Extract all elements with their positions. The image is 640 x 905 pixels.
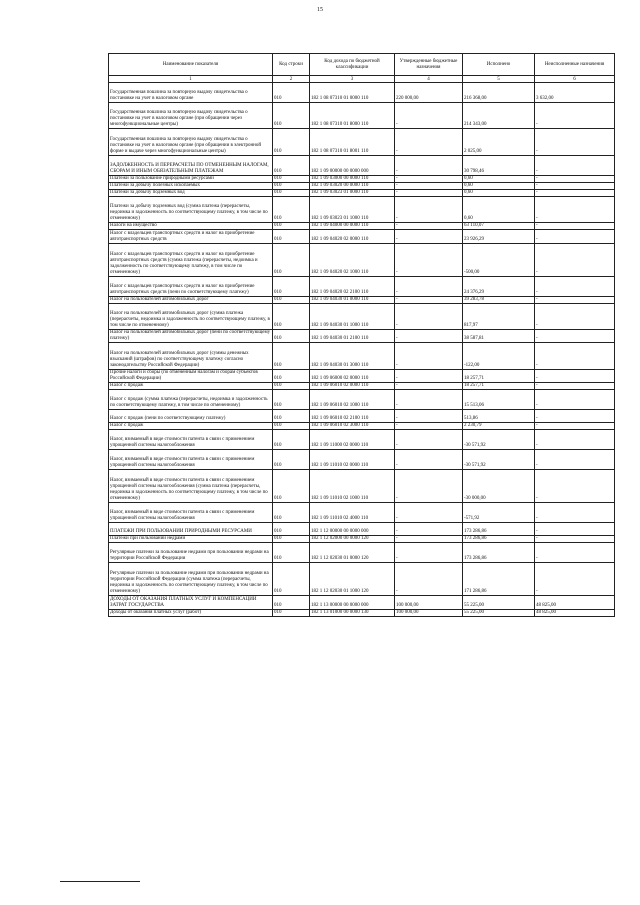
table-row (109, 276, 615, 296)
row-name: Платежи за добычу подземных вод (сумма платежа (перерасчеты, недоимка и задолженность по соответствующему платежу, в том числе по отмененному) (109, 196, 273, 223)
row-unexecuted: - (535, 430, 615, 450)
row-revenue-code: 182 1 09 03023 01 0000 110 (310, 189, 395, 196)
row-approved: - (395, 175, 463, 182)
row-revenue-code: 182 1 09 04030 01 0000 110 (310, 296, 395, 303)
column-number-row (109, 76, 615, 83)
row-executed: 0,60 (463, 175, 535, 182)
row-approved: - (395, 430, 463, 450)
row-line-code: 010 (273, 155, 310, 175)
row-line-code: 010 (273, 383, 310, 390)
row-unexecuted: - (535, 450, 615, 470)
row-unexecuted: - (535, 390, 615, 410)
row-approved: - (395, 296, 463, 303)
row-revenue-code: 182 1 09 04020 02 1000 110 (310, 243, 395, 276)
row-name: Регулярные платежи за пользование недрами при пользовании недрами на территории Российской Федерации (109, 543, 273, 563)
row-unexecuted: - (535, 276, 615, 296)
row-approved: - (395, 189, 463, 196)
row-executed: 513,86 (463, 410, 535, 423)
table-row (109, 563, 615, 596)
row-name: Налог, взимаемый в виде стоимости патента в связи с применением упрощенной системы налогообложения (109, 450, 273, 470)
header-row (109, 54, 615, 76)
row-executed: 30 798,46 (463, 155, 535, 175)
row-name: Налог на пользователей автомобильных дорог (сумма платежа (перерасчеты, недоимка и задолженность по соответствующему платежу, в том числе по отмененному) (109, 303, 273, 330)
row-revenue-code: 182 1 12 02030 01 1000 120 (310, 563, 395, 596)
table-row (109, 189, 615, 196)
row-unexecuted: - (535, 230, 615, 243)
row-unexecuted: - (535, 243, 615, 276)
row-executed: 817,97 (463, 303, 535, 330)
row-name: ПЛАТЕЖИ ПРИ ПОЛЬЗОВАНИИ ПРИРОДНЫМИ РЕСУРСАМИ (109, 523, 273, 536)
table-row (109, 470, 615, 503)
table-row (109, 296, 615, 303)
row-approved: - (395, 155, 463, 175)
table-row (109, 410, 615, 423)
table-row (109, 155, 615, 175)
row-name: Налог с продаж (сумма платежа (перерасчеты, недоимка и задолженность по соответствующему платежу, в том числе по отмененному) (109, 390, 273, 410)
row-executed: -30 571,92 (463, 430, 535, 450)
row-unexecuted: - (535, 303, 615, 330)
row-line-code: 010 (273, 243, 310, 276)
row-line-code: 010 (273, 390, 310, 410)
row-line-code: 010 (273, 102, 310, 129)
row-line-code: 010 (273, 129, 310, 156)
row-executed: 173 286,86 (463, 523, 535, 536)
row-name: Платежи при пользовании недрами (109, 536, 273, 543)
row-approved: - (395, 330, 463, 343)
row-line-code: 010 (273, 343, 310, 370)
row-executed: -500,00 (463, 243, 535, 276)
row-unexecuted: - (535, 543, 615, 563)
row-unexecuted: - (535, 503, 615, 523)
row-approved: - (395, 523, 463, 536)
row-approved: - (395, 343, 463, 370)
row-unexecuted: 48 825,00 (535, 609, 615, 616)
column-number: 6 (535, 76, 615, 83)
table-row (109, 330, 615, 343)
row-executed: -122,00 (463, 343, 535, 370)
table-row (109, 83, 615, 103)
row-line-code: 010 (273, 470, 310, 503)
table-row (109, 223, 615, 230)
row-line-code: 010 (273, 536, 310, 543)
row-approved: - (395, 182, 463, 189)
row-name: Государственная пошлина за повторную выдачу свидетельства о постановке на учет в налоговом органе (при обращении в электронной форме и выдаче через многофункциональные центры) (109, 129, 273, 156)
row-unexecuted: - (535, 383, 615, 390)
row-name: Налог на пользователей автомобильных дорог (пени по соответствующему платежу) (109, 330, 273, 343)
row-unexecuted: - (535, 223, 615, 230)
row-approved: 100 000,00 (395, 609, 463, 616)
row-unexecuted: - (535, 343, 615, 370)
row-unexecuted: - (535, 536, 615, 543)
row-line-code: 010 (273, 410, 310, 423)
row-name: Доходы от оказания платных услуг (работ) (109, 609, 273, 616)
row-executed: 55 225,00 (463, 596, 535, 609)
row-unexecuted: - (535, 296, 615, 303)
row-revenue-code: 182 1 09 03023 01 1000 110 (310, 196, 395, 223)
table-row (109, 175, 615, 182)
row-revenue-code: 182 1 08 07310 01 8000 110 (310, 102, 395, 129)
row-name: ЗАДОЛЖЕННОСТЬ И ПЕРЕРАСЧЕТЫ ПО ОТМЕНЕННЫМ НАЛОГАМ, СБОРАМ И ИНЫМ ОБЯЗАТЕЛЬНЫМ ПЛАТЕЖАМ (109, 155, 273, 175)
row-name: Налог с владельцев транспортных средств и налог на приобретение автотранспортных средств (пени по соответствующему платежу) (109, 276, 273, 296)
row-revenue-code: 182 1 09 04030 01 3000 110 (310, 343, 395, 370)
row-name: Регулярные платежи за пользование недрами при пользовании недрами на территории Российской Федерации (сумма платежа (перерасчеты, недоимка и задолженность по соответствующему платежу, в том числе по отмененному) (109, 563, 273, 596)
row-line-code: 010 (273, 83, 310, 103)
header-indicator: Наименование показателя (109, 54, 273, 76)
row-revenue-code: 182 1 09 04000 00 0000 110 (310, 223, 395, 230)
row-line-code: 010 (273, 189, 310, 196)
row-approved: - (395, 196, 463, 223)
row-approved: - (395, 470, 463, 503)
row-executed: 2 025,00 (463, 129, 535, 156)
row-unexecuted: 48 825,00 (535, 596, 615, 609)
row-line-code: 010 (273, 523, 310, 536)
footnote-divider (60, 881, 140, 882)
header-line-code: Код строки (273, 54, 310, 76)
row-approved: - (395, 230, 463, 243)
row-line-code: 010 (273, 503, 310, 523)
row-name: Налог, взимаемый в виде стоимости патента в связи с применением упрощенной системы налогообложения (109, 503, 273, 523)
row-line-code: 010 (273, 330, 310, 343)
row-revenue-code: 182 1 09 06010 02 1000 110 (310, 390, 395, 410)
row-approved: - (395, 223, 463, 230)
table-row (109, 423, 615, 430)
row-revenue-code: 182 1 12 00000 00 0000 000 (310, 523, 395, 536)
revenue-table (108, 53, 615, 617)
row-executed: 63 110,07 (463, 223, 535, 230)
row-name: Платежи за добычу полезных ископаемых (109, 182, 273, 189)
row-name: Налог с продаж (109, 423, 273, 430)
row-name: Государственная пошлина за повторную выдачу свидетельства о постановке на учет в налоговом органе (109, 83, 273, 103)
row-name: Платежи за пользование природными ресурсами (109, 175, 273, 182)
row-executed: 2 230,79 (463, 423, 535, 430)
table-row (109, 596, 615, 609)
row-unexecuted: - (535, 129, 615, 156)
row-name: Налог с продаж (пени по соответствующему платежу) (109, 410, 273, 423)
row-unexecuted: - (535, 175, 615, 182)
row-name: Налог с продаж (109, 383, 273, 390)
row-name: Платежи за добычу подземных вод (109, 189, 273, 196)
row-approved: - (395, 102, 463, 129)
row-revenue-code: 182 1 09 04030 01 1000 110 (310, 303, 395, 330)
header-unexecuted: Неисполненные назначения (535, 54, 615, 76)
table-row (109, 196, 615, 223)
row-unexecuted: - (535, 330, 615, 343)
row-revenue-code: 182 1 09 03000 00 0000 110 (310, 175, 395, 182)
page-number: 15 (317, 7, 323, 13)
column-number: 5 (463, 76, 535, 83)
table-row (109, 369, 615, 382)
row-line-code: 010 (273, 296, 310, 303)
row-line-code: 010 (273, 182, 310, 189)
row-executed: 39 283,78 (463, 296, 535, 303)
table-row (109, 543, 615, 563)
row-approved: - (395, 390, 463, 410)
row-executed: 214 343,00 (463, 102, 535, 129)
row-revenue-code: 182 1 09 06000 02 0000 110 (310, 369, 395, 382)
row-revenue-code: 182 1 09 11010 02 0000 110 (310, 450, 395, 470)
row-name: Налог, взимаемый в виде стоимости патента в связи с применением упрощенной системы налогообложения (сумма платежа (перерасчеты, недоимка и задолженность по соответствующему платежу, в том числе по отмененному) (109, 470, 273, 503)
row-name: Налог на пользователей автомобильных дорог (суммы денежных взысканий (штрафов) по соответствующему платежу согласно законодательству Российской Федерации) (109, 343, 273, 370)
row-approved: - (395, 450, 463, 470)
row-unexecuted: - (535, 369, 615, 382)
row-name: Государственная пошлина за повторную выдачу свидетельства о постановке на учет в налоговом органе (при обращении через многофункциональные центры) (109, 102, 273, 129)
table-row (109, 503, 615, 523)
row-approved: 220 000,00 (395, 83, 463, 103)
table-row (109, 609, 615, 616)
column-number: 3 (310, 76, 395, 83)
row-line-code: 010 (273, 196, 310, 223)
row-revenue-code: 182 1 09 06010 02 2100 110 (310, 410, 395, 423)
row-name: Налоги на имущество (109, 223, 273, 230)
row-executed: 15 513,06 (463, 390, 535, 410)
table-row (109, 450, 615, 470)
table-row (109, 303, 615, 330)
row-name: Налог на пользователей автомобильных дорог (109, 296, 273, 303)
row-line-code: 010 (273, 430, 310, 450)
header-executed: Исполнено (463, 54, 535, 76)
row-name: Налог с владельцев транспортных средств и налог на приобретение автотранспортных средств (сумма платежа (перерасчеты, недоимка и задолженность по соответствующему платежу, в том числе по отмененному) (109, 243, 273, 276)
row-approved: - (395, 276, 463, 296)
row-revenue-code: 182 1 09 06010 02 0000 110 (310, 383, 395, 390)
row-executed: 171 286,86 (463, 563, 535, 596)
row-revenue-code: 182 1 09 11000 02 0000 110 (310, 430, 395, 450)
row-line-code: 010 (273, 543, 310, 563)
row-executed: 173 286,86 (463, 536, 535, 543)
row-executed: 18 257,71 (463, 369, 535, 382)
row-line-code: 010 (273, 230, 310, 243)
row-line-code: 010 (273, 563, 310, 596)
row-line-code: 010 (273, 175, 310, 182)
header-revenue-code: Код дохода по бюджетной классификации (310, 54, 395, 76)
table-row (109, 390, 615, 410)
row-line-code: 010 (273, 450, 310, 470)
row-line-code: 010 (273, 276, 310, 296)
table-row (109, 129, 615, 156)
row-line-code: 010 (273, 609, 310, 616)
row-revenue-code: 182 1 13 00000 00 0000 000 (310, 596, 395, 609)
table-row (109, 383, 615, 390)
table-row (109, 230, 615, 243)
table-row (109, 430, 615, 450)
row-approved: - (395, 243, 463, 276)
row-executed: -30 571,92 (463, 450, 535, 470)
table-row (109, 343, 615, 370)
row-revenue-code: 182 1 12 02000 00 0000 120 (310, 536, 395, 543)
row-name: Прочие налоги и сборы (по отмененным налогам и сборам субъектов Российской Федерации) (109, 369, 273, 382)
row-revenue-code: 182 1 09 03020 00 0000 110 (310, 182, 395, 189)
row-executed: 0,60 (463, 196, 535, 223)
row-revenue-code: 182 1 09 04020 02 0000 110 (310, 230, 395, 243)
row-name: Налог с владельцев транспортных средств и налог на приобретение автотранспортных средств (109, 230, 273, 243)
row-unexecuted: - (535, 523, 615, 536)
row-unexecuted: - (535, 155, 615, 175)
row-executed: 23 926,29 (463, 230, 535, 243)
row-unexecuted: - (535, 189, 615, 196)
row-unexecuted: - (535, 563, 615, 596)
row-line-code: 010 (273, 423, 310, 430)
row-revenue-code: 182 1 09 11010 02 1000 110 (310, 470, 395, 503)
row-executed: 24 376,29 (463, 276, 535, 296)
row-revenue-code: 182 1 08 07310 01 0000 110 (310, 83, 395, 103)
header-approved: Утвержденные бюджетные назначения (395, 54, 463, 76)
row-name: ДОХОДЫ ОТ ОКАЗАНИЯ ПЛАТНЫХ УСЛУГ И КОМПЕНСАЦИИ ЗАТРАТ ГОСУДАРСТВА (109, 596, 273, 609)
table-row (109, 523, 615, 536)
table-body (109, 83, 615, 617)
row-executed: 173 286,86 (463, 543, 535, 563)
row-revenue-code: 182 1 08 07310 01 8001 110 (310, 129, 395, 156)
row-approved: - (395, 383, 463, 390)
row-unexecuted: - (535, 182, 615, 189)
row-line-code: 010 (273, 596, 310, 609)
row-unexecuted: - (535, 410, 615, 423)
table-row (109, 243, 615, 276)
table-row (109, 536, 615, 543)
row-executed: 0,60 (463, 189, 535, 196)
row-revenue-code: 182 1 09 06010 02 3000 110 (310, 423, 395, 430)
row-approved: - (395, 423, 463, 430)
row-executed: 38 587,81 (463, 330, 535, 343)
row-approved: - (395, 536, 463, 543)
row-approved: - (395, 129, 463, 156)
row-unexecuted: - (535, 423, 615, 430)
row-approved: - (395, 303, 463, 330)
row-approved: - (395, 369, 463, 382)
row-revenue-code: 182 1 09 04030 01 2100 110 (310, 330, 395, 343)
column-number: 2 (273, 76, 310, 83)
row-executed: -571,92 (463, 503, 535, 523)
table-row (109, 182, 615, 189)
row-revenue-code: 182 1 12 02030 01 0000 120 (310, 543, 395, 563)
row-revenue-code: 182 1 09 00000 00 0000 000 (310, 155, 395, 175)
row-revenue-code: 182 1 09 04020 02 2100 110 (310, 276, 395, 296)
row-approved: 100 000,00 (395, 596, 463, 609)
row-name: Налог, взимаемый в виде стоимости патента в связи с применением упрощенной системы налогообложения (109, 430, 273, 450)
row-line-code: 010 (273, 223, 310, 230)
table-row (109, 102, 615, 129)
row-approved: - (395, 410, 463, 423)
row-line-code: 010 (273, 303, 310, 330)
row-executed: -30 000,00 (463, 470, 535, 503)
row-revenue-code: 182 1 09 11010 02 4000 110 (310, 503, 395, 523)
column-number: 4 (395, 76, 463, 83)
row-approved: - (395, 543, 463, 563)
row-executed: 18 257,71 (463, 383, 535, 390)
row-executed: 216 368,00 (463, 83, 535, 103)
row-unexecuted: - (535, 470, 615, 503)
row-approved: - (395, 563, 463, 596)
row-executed: 0,60 (463, 182, 535, 189)
column-number: 1 (109, 76, 273, 83)
row-unexecuted: - (535, 196, 615, 223)
row-line-code: 010 (273, 369, 310, 382)
row-unexecuted: - (535, 102, 615, 129)
row-executed: 55 225,00 (463, 609, 535, 616)
row-approved: - (395, 503, 463, 523)
row-unexecuted: 3 632,00 (535, 83, 615, 103)
row-revenue-code: 182 1 13 01000 00 0000 130 (310, 609, 395, 616)
